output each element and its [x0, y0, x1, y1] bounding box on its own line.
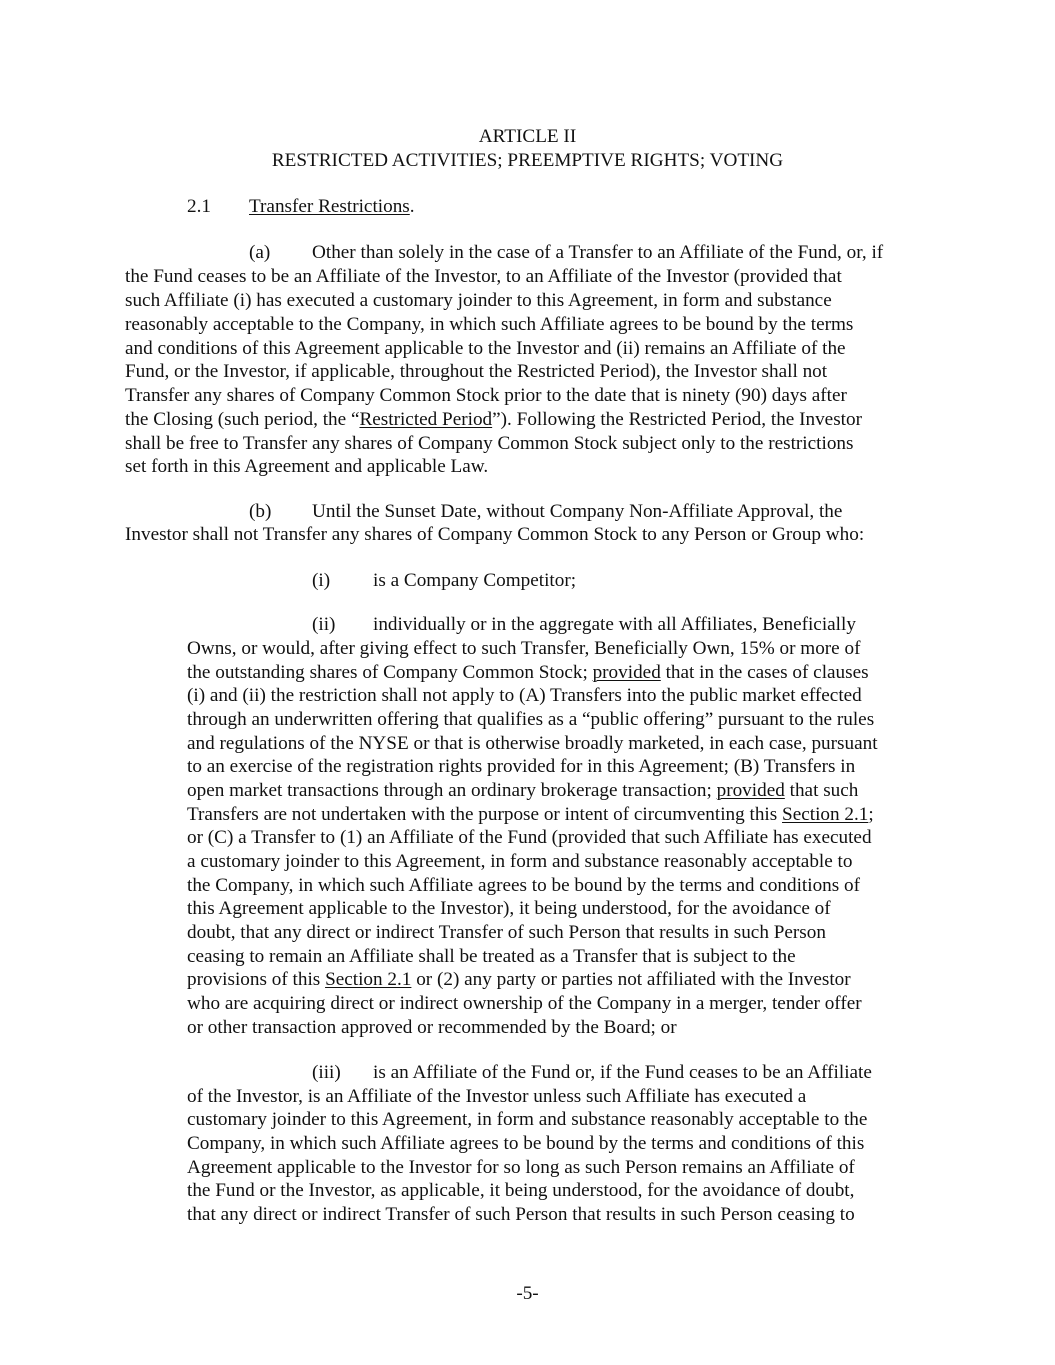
item-ii-line: (i) and (ii) the restriction shall not apply to (A) Transfers into the public market effected	[187, 685, 862, 706]
item-ii-text: that in the cases of clauses	[660, 662, 869, 683]
para-b-line: Until the Sunset Date, without Company Non-Affiliate Approval, the	[312, 501, 843, 522]
item-ii-line: ceasing to remain an Affiliate shall be treated as a Transfer that is subject to the	[187, 946, 796, 967]
para-a-line: reasonably acceptable to the Company, in which such Affiliate agrees to be bound by the terms	[125, 314, 854, 335]
section-reference: Section 2.1	[325, 969, 412, 990]
para-a-line: shall be free to Transfer any shares of Company Common Stock subject only to the restrictions	[125, 433, 854, 454]
item-ii-text: the outstanding shares of Company Common Stock;	[187, 662, 593, 683]
item-ii-line: Owns, or would, after giving effect to such Transfer, Beneficially Own, 15% or more of	[187, 638, 861, 659]
para-a-line: the Fund ceases to be an Affiliate of the Investor, to an Affiliate of the Investor (provided that	[125, 266, 842, 287]
item-ii-text: that such	[784, 780, 859, 801]
section-reference: Section 2.1	[782, 804, 869, 825]
para-b-line: Investor shall not Transfer any shares of Company Common Stock to any Person or Group who:	[125, 524, 865, 545]
item-ii-line: through an underwritten offering that qualifies as a “public offering” pursuant to the rules	[187, 709, 875, 730]
item-ii-line: and regulations of the NYSE or that is otherwise broadly marketed, in each case, pursuant	[187, 733, 878, 754]
para-b-label: (b)	[249, 501, 272, 522]
item-ii-line: or (C) a Transfer to (1) an Affiliate of the Fund (provided that such Affiliate has executed	[187, 827, 872, 848]
para-a-text: the Closing (such period, the “	[125, 409, 360, 430]
article-title: RESTRICTED ACTIVITIES; PREEMPTIVE RIGHTS; VOTING	[271, 150, 784, 171]
para-a-line	[125, 408, 862, 432]
item-ii-text: ;	[868, 804, 874, 825]
section-heading	[249, 195, 415, 219]
item-iii-line: Agreement applicable to the Investor for so long as such Person remains an Affiliate of	[187, 1157, 855, 1178]
provided-term: provided	[592, 662, 661, 683]
article-number: ARTICLE II	[478, 126, 577, 147]
item-iii-line: that any direct or indirect Transfer of such Person that results in such Person ceasing to	[187, 1204, 855, 1225]
para-a-line: Fund, or the Investor, if applicable, throughout the Restricted Period), the Investor shall not	[125, 361, 828, 382]
item-iii-line: customary joinder to this Agreement, in form and substance reasonably acceptable to the	[187, 1109, 868, 1130]
para-a-text: ”). Following the Restricted Period, the Investor	[492, 409, 862, 430]
para-a-label: (a)	[249, 242, 271, 263]
section-number: 2.1	[187, 196, 211, 217]
item-ii-text: Transfers are not undertaken with the purpose or intent of circumventing this	[187, 804, 783, 825]
item-i-label: (i)	[312, 570, 331, 591]
para-a-line: and conditions of this Agreement applicable to the Investor and (ii) remains an Affiliate of the	[125, 338, 846, 359]
item-i-text: is a Company Competitor;	[373, 570, 577, 591]
para-a-line: set forth in this Agreement and applicable Law.	[125, 456, 489, 477]
item-ii-line: individually or in the aggregate with all Affiliates, Beneficially	[373, 614, 856, 635]
item-iii-line: is an Affiliate of the Fund or, if the Fund ceases to be an Affiliate	[373, 1062, 872, 1083]
para-a-line: Transfer any shares of Company Common Stock prior to the date that is ninety (90) days after	[125, 385, 847, 406]
section-title: Transfer Restrictions	[249, 196, 410, 217]
item-iii-label: (iii)	[312, 1062, 341, 1083]
item-ii-label: (ii)	[312, 614, 336, 635]
item-ii-line: or other transaction approved or recommended by the Board; or	[187, 1017, 677, 1038]
item-ii-line: who are acquiring direct or indirect ownership of the Company in a merger, tender offer	[187, 993, 862, 1014]
para-a-line: Other than solely in the case of a Transfer to an Affiliate of the Fund, or, if	[312, 242, 884, 263]
item-ii-line	[187, 803, 874, 827]
item-iii-line: of the Investor, is an Affiliate of the Investor unless such Affiliate has executed a	[187, 1086, 807, 1107]
item-ii-line: the Company, in which such Affiliate agrees to be bound by the terms and conditions of	[187, 875, 861, 896]
item-ii-text: provisions of this	[187, 969, 326, 990]
item-ii-line	[187, 968, 851, 992]
item-ii-text: open market transactions through an ordinary brokerage transaction;	[187, 780, 717, 801]
item-ii-line: a customary joinder to this Agreement, in form and substance reasonably acceptable to	[187, 851, 853, 872]
provided-term: provided	[716, 780, 785, 801]
para-a-line: such Affiliate (i) has executed a customary joinder to this Agreement, in form and substance	[125, 290, 832, 311]
item-ii-line: doubt, that any direct or indirect Transfer of such Person that results in such Person	[187, 922, 826, 943]
defined-term-restricted-period: Restricted Period	[359, 409, 493, 430]
item-ii-line	[187, 779, 858, 803]
item-ii-line: to an exercise of the registration rights provided for in this Agreement; (B) Transfers in	[187, 756, 856, 777]
page-number: -5-	[516, 1283, 539, 1304]
item-iii-line: Company, in which such Affiliate agrees to be bound by the terms and conditions of this	[187, 1133, 865, 1154]
item-ii-line	[187, 661, 869, 685]
item-ii-line: this Agreement applicable to the Investor), it being understood, for the avoidance of	[187, 898, 831, 919]
section-title-period: .	[409, 196, 415, 217]
item-ii-text: or (2) any party or parties not affiliated with the Investor	[411, 969, 851, 990]
item-iii-line: the Fund or the Investor, as applicable, it being understood, for the avoidance of doubt,	[187, 1180, 855, 1201]
